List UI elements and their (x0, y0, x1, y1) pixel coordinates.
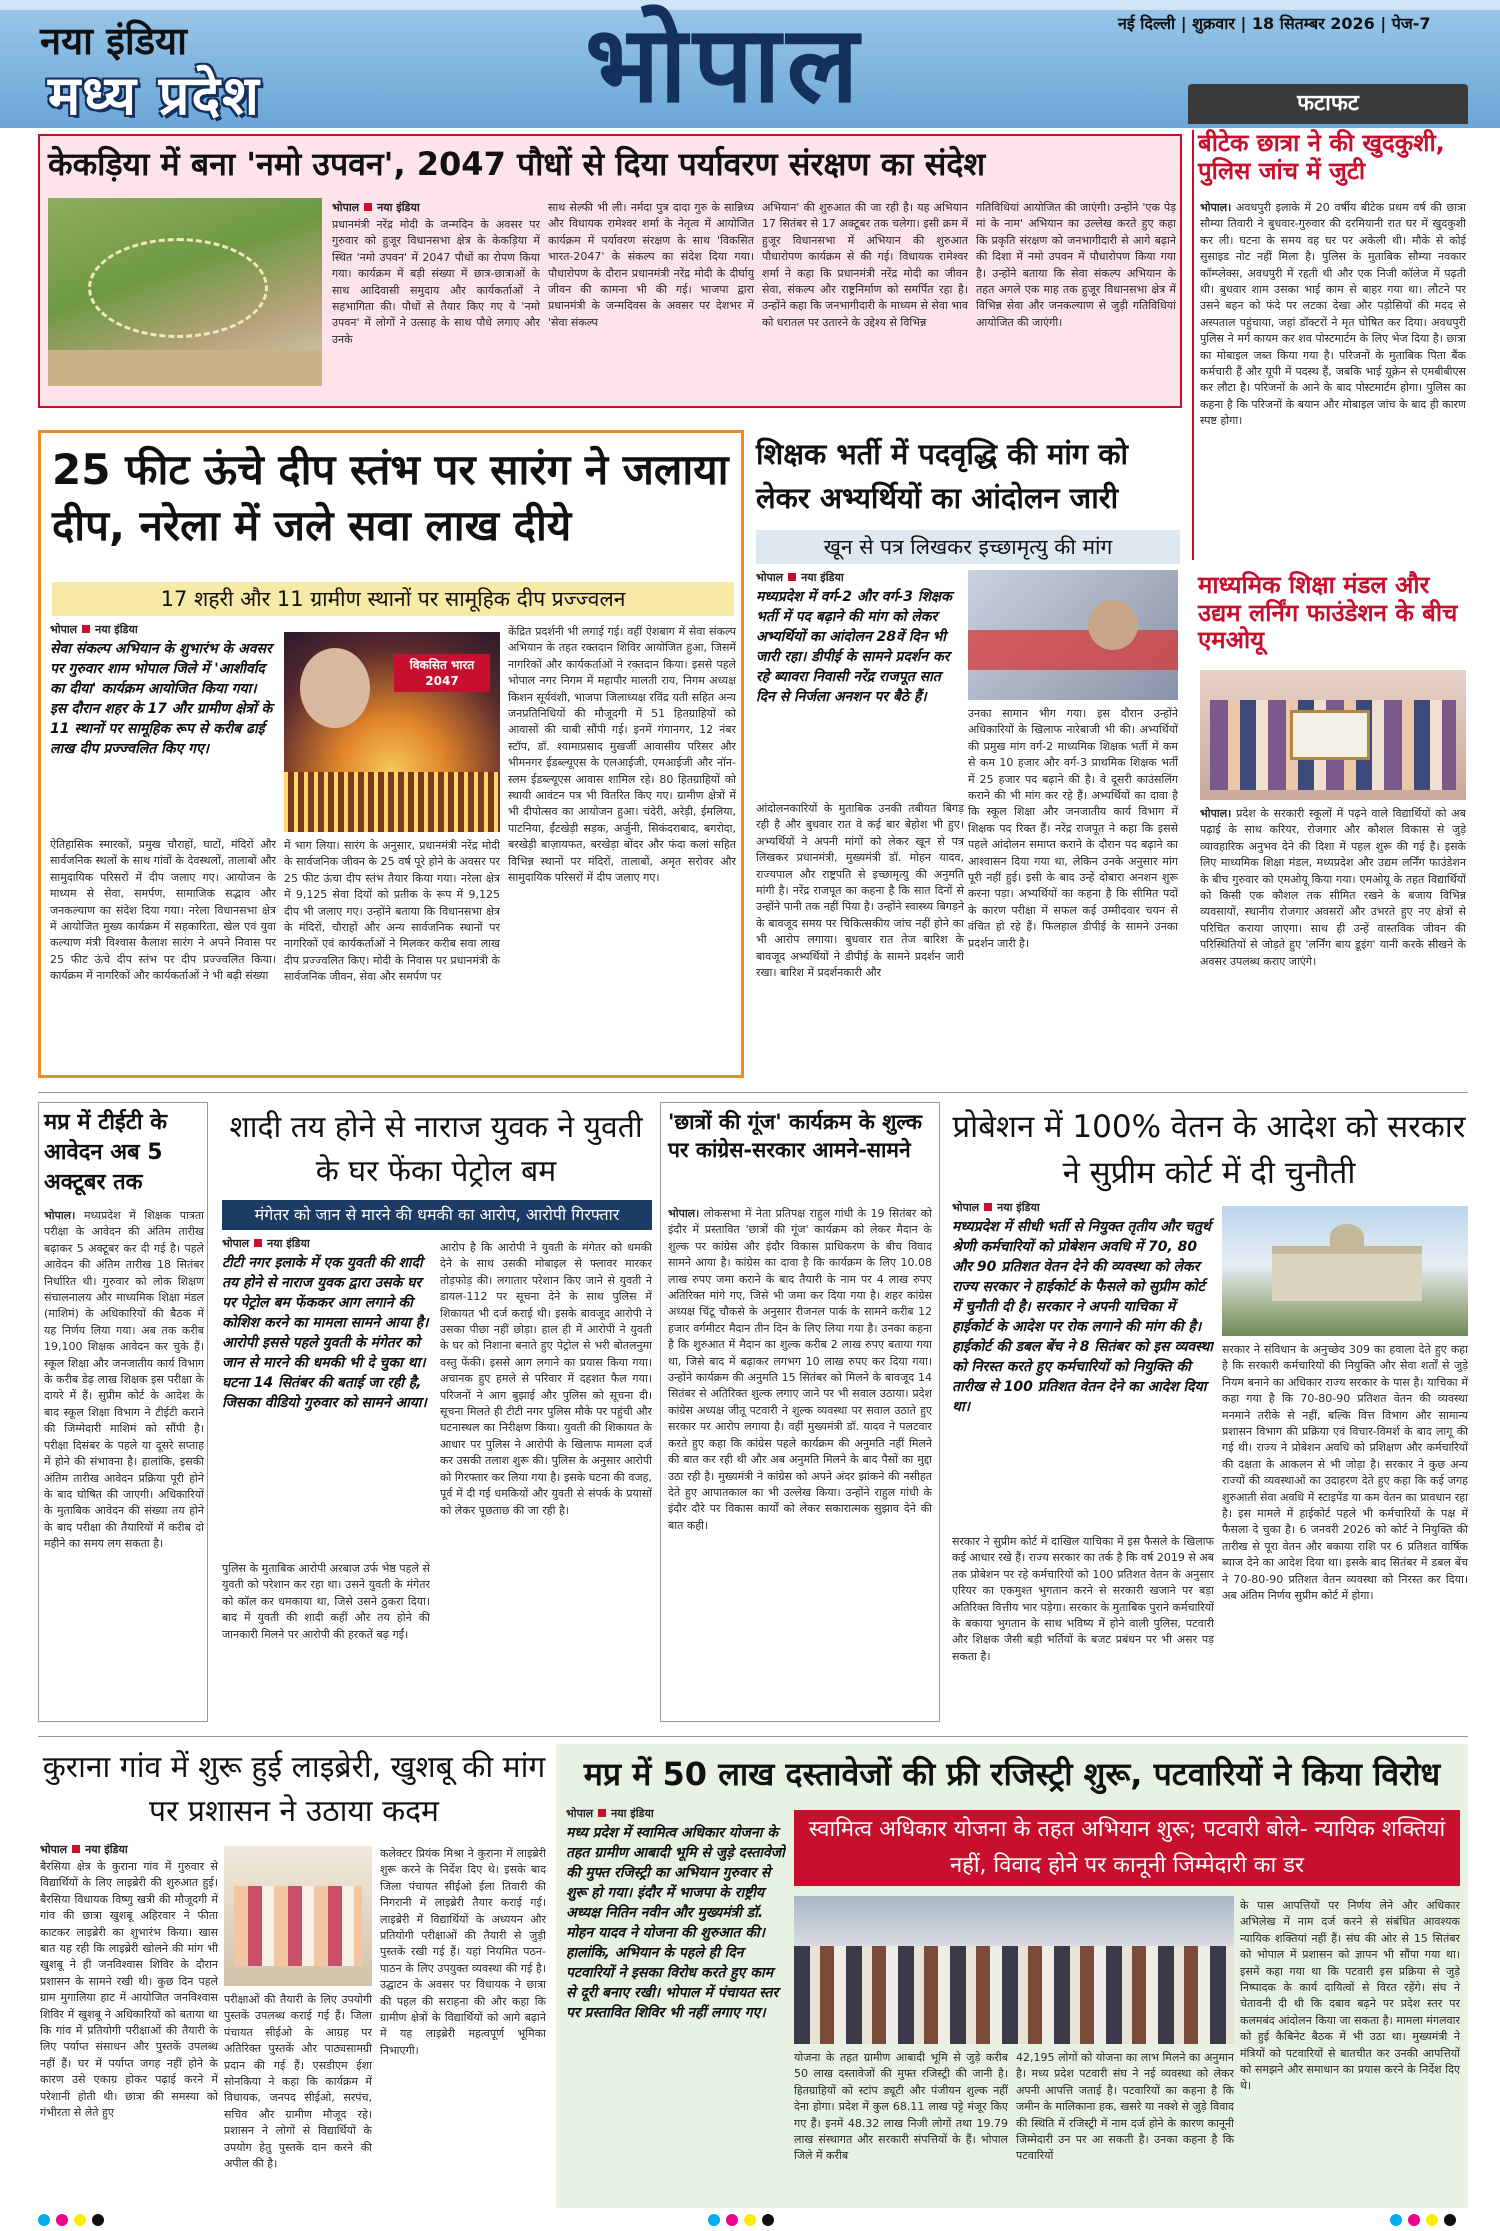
story3-text-2: उनका सामान भीग गया। इस दौरान उन्होंने अधिकारियों के खिलाफ नारेबाजी भी की। अभ्यर्थियों की प्रमुख मांग वर्ग-2 माध्यमिक शिक्षक भर्ती में कम से कम 10 हजार और वर्ग-3 प्राथमिक शिक्षक भर्ती में 25 हजार पद बढ़ाने की है। वे दूसरी काउंसलिंग कराने की भी मांग कर रहे हैं। अभ्यर्थियों का दावा है कि स्कूल शिक्षा और जनजातीय कार्य विभाग में शिक्षक पद रिक्त हैं। नरेंद्र राजपूत ने कहा कि इससे पहले आंदोलन समाप्त कराने के दौरान पद बढ़ाने का आश्वासन दिया गया था, लेकिन उनके अनुसार मांग पूरी नहीं हुई। इसी के बाद उन्हें दोबारा अनशन शुरू करना पड़ा। अभ्यर्थियों का कहना है कि सीमित पदों के कारण परीक्षा में सफल कई उम्मीदवार चयन से वंचित हो रहे हैं। फिलहाल डीपीई के सामने उनका प्रदर्शन जारी है। (968, 707, 1178, 950)
story5-byline: भोपाल नया इंडिया (222, 1237, 310, 1250)
story3-headline: शिक्षक भर्ती में पदवृद्धि की मांग को लेकर अभ्यर्थियों का आंदोलन जारी (756, 437, 1129, 515)
story5-intro: टीटी नगर इलाके में एक युवती की शादी तय होने से नाराज युवक द्वारा उसके घर पर पेट्रोल बम फेंककर आग लगाने की कोशिश करने का मामला सामने आया है। आरोपी इससे पहले युवती के मंगेतर को जान से मारने की धमकी भी दे चुका था। घटना 14 सितंबर की बताई जा रही है, जिसका वीडियो गुरुवार को सामने आया। (222, 1255, 429, 1411)
date-line: नई दिल्ली | शुक्रवार | 18 सितम्बर 2026 | पेज-7 (1118, 14, 1431, 33)
print-registration-right (1390, 2214, 1456, 2226)
story3-col1 (756, 570, 964, 1070)
story5-text-2: आरोप है कि आरोपी ने युवती के मंगेतर को धमकी देने के साथ उसकी मोबाइल से फ्लावर मारकर तोड़फोड़ की। लगातार परेशान किए जाने से युवती ने डायल-112 पर सूचना देने के साथ पुलिस में शिकायत भी दर्ज कराई थी। इसके बावजूद आरोपी ने उसका पीछा नहीं छोड़ा। हाल ही में आरोपी ने युवती के घर को निशाना बनाते हुए पेट्रोल से भरी बोतलनुमा वस्तु फेंकी। इससे आग लगाने का प्रयास किया गया। अचानक हुए हमले से परिवार में दहशत फैल गया। परिजनों ने आग बुझाई और पुलिस को सूचना दी। सूचना मिलते ही टीटी नगर पुलिस मौके पर पहुंची और घटनास्थल का निरीक्षण किया। युवती की शिकायत के आधार पर पुलिस ने आरोपी के खिलाफ मामला दर्ज कर उसकी तलाश शुरू की। पुलिस के अनुसार आरोपी को गिरफ्तार कर लिया गया है। इसके घटना की वजह, पूर्व में दी गई धमकियों और युवती से संपर्क के प्रयासों को लेकर पूछताछ की जा रही है। (440, 1241, 652, 1517)
story2-photo-banner: विकसित भारत 2047 (394, 654, 490, 692)
story8-headline: कुराना गांव में शुरू हुई लाइब्रेरी, खुशबू की मांग पर प्रशासन ने उठाया कदम (42, 1750, 546, 1829)
story3-photo (968, 570, 1178, 700)
story3-text-1: आंदोलनकारियों के मुताबिक उनकी तबीयत बिगड़ रही है और बुधवार रात वे कई बार बेहोश भी हुए। अभ्यर्थियों ने अपनी मांगों को लेकर खून से पत्र लिखकर प्रधानमंत्री, मुख्यमंत्री डॉ. मोहन यादव, राज्यपाल और राष्ट्रपति से इच्छामृत्यु की अनुमति मांगी है। नरेंद्र राजपूत का कहना है कि सात दिनों से उन्होंने पानी तक नहीं पिया है। उन्होंने स्वास्थ्य बिगड़ने के बावजूद समय पर चिकित्सकीय जांच नहीं होने का भी आरोप लगाया। बुधवार रात तेज बारिश के बावजूद अभ्यर्थियों ने डीपीई के सामने प्रदर्शन जारी रखा। बारिश में प्रदर्शनकारी और (756, 802, 964, 980)
story6-body: भोपाल। लोकसभा में नेता प्रतिपक्ष राहुल गांधी के 19 सितंबर को इंदौर में प्रस्तावित 'छात्रों की गूंज' कार्यक्रम को लेकर मैदान के शुल्क पर कांग्रेस और इंदौर विकास प्राधिकरण के बीच विवाद सामने आया है। कांग्रेस का दावा है कि कार्यक्रम के लिए 10.08 लाख रुपए जमा कराने के बाद तैयारी के नाम पर 4 लाख रुपए अतिरिक्त मांगे गए, जिसे भी जमा कर दिया गया है। शहर कांग्रेस अध्यक्ष चिंटू चौकसे के अनुसार रीजनल पार्क के सामने करीब 12 हजार वर्गमीटर मैदान तीन दिन के लिए लिया गया है। उनका कहना है कि शुरुआत में मैदान का शुल्क करीब 2 लाख रुपए बताया गया था, जिसे बाद में बढ़ाकर लगभग 10 लाख रुपए कर दिया गया। उन्होंने कार्यक्रम की अनुमति 15 सितंबर को मिलने के बावजूद 14 सितंबर से अतिरिक्त शुल्क लगाए जाने पर भी सवाल उठाया। प्रदेश कांग्रेस अध्यक्ष जीतू पटवारी ने शुल्क व्यवस्था पर सवाल उठाते हुए सरकार पर आरोप लगाया है। वहीं मुख्यमंत्री डॉ. यादव ने पलटवार करते हुए कहा कि कांग्रेस पहले कार्यक्रम की अनुमति नहीं मिलने की बात कर रही थी और अब अनुमति मिलने के बाद पैसों का मुद्दा उठा रही है। मुख्यमंत्री ने कांग्रेस को अपने अंदर झांकने की नसीहत देते हुए आपातकाल का भी उल्लेख किया। उन्होंने राहुल गांधी के इंदौर दौरे पर विकास कार्यों को लेकर सकारात्मक सुझाव देने की बात कही। (668, 1207, 932, 1532)
story5-headline: शादी तय होने से नाराज युवक ने युवती के घर फेंका पेट्रोल बम (229, 1110, 643, 1189)
fatafat-rule (1192, 130, 1194, 560)
story2-col1 (50, 622, 276, 1072)
story1-byline: भोपाल नया इंडिया (332, 201, 420, 214)
region-name: मध्य प्रदेश (48, 64, 261, 127)
fatafat-body-2: भोपाल। प्रदेश के सरकारी स्कूलों में पढ़ने वाले विद्यार्थियों को अब पढ़ाई के साथ करियर, रोजगार और कौशल विकास से जुड़े व्यावहारिक अनुभव देने की दिशा में पहल शुरू की गई है। इसके लिए माध्यमिक शिक्षा मंडल, मध्यप्रदेश और उद्यम लर्निंग फाउंडेशन के बीच गुरुवार को एमओयू किया गया। एमओयू के तहत विद्यार्थियों को किसी एक कौशल तक सीमित रखने के बजाय विभिन्न व्यवसायों, स्थानीय रोजगार अवसरों और उभरते हुए नए क्षेत्रों से परिचित कराया जाएगा। साथ ही उन्हें वास्तविक जीवन की परिस्थितियों से जोड़ते हुए 'लर्निंग बाय डूइंग' यानी करके सीखने के अवसर उपलब्ध कराए जाएंगे। (1200, 807, 1466, 968)
story2-byline: भोपाल नया इंडिया (50, 623, 138, 636)
brand-name: नया इंडिया (40, 19, 187, 63)
story8-byline: भोपाल नया इंडिया (40, 1843, 128, 1856)
story9-intro: मध्य प्रदेश में स्वामित्व अधिकार योजना के तहत ग्रामीण आबादी भूमि से जुड़े दस्तावेजों की मुफ्त रजिस्ट्री का अभियान गुरुवार से शुरू हो गया। इंदौर में भाजपा के राष्ट्रीय अध्यक्ष नितिन नवीन और मुख्यमंत्री डॉ. मोहन यादव ने योजना की शुरुआत की। हालांकि, अभियान के पहले ही दिन पटवारियों ने इसका विरोध करते हुए काम से दूरी बनाए रखी। भोपाल में पंचायत स्तर पर प्रस्तावित शिविर भी नहीं लगाए गए। (566, 1825, 785, 2021)
story7-headline: प्रोबेशन में 100% वेतन के आदेश को सरकार ने सुप्रीम कोर्ट में दी चुनौती (952, 1109, 1466, 1191)
story9-col1 (566, 1806, 786, 2202)
story6-text (668, 1206, 932, 1716)
story8-text-3: कलेक्टर प्रियंक मिश्रा ने कुराना में लाइब्रेरी शुरू करने के निर्देश दिए थे। इसके बाद जिला पंचायत सीईओ ईला तिवारी की निगरानी में लाइब्रेरी तैयार कराई गई। लाइब्रेरी में विद्यार्थियों के अध्ययन और प्रतियोगी परीक्षाओं की तैयारी से जुड़ी पुस्तकें रखी गई हैं। यहां नियमित पठन-पाठन के लिए उपयुक्त व्यवस्था की गई है। उद्घाटन के अवसर पर विधायक ने छात्रा की पहल की सराहना की और कहा कि ग्रामीण क्षेत्रों के विद्यार्थियों को आगे बढ़ाने में यह लाइब्रेरी महत्वपूर्ण भूमिका निभाएगी। (380, 1847, 546, 2057)
story9-text-b: 42,195 लोगों को योजना का लाभ मिलने का अनुमान है। मध्य प्रदेश पटवारी संघ ने नई व्यवस्था को लेकर अपनी आपत्ति जताई है। पटवारियों का कहना है कि जमीन के मालिकाना हक, खसरे या नक्शे से जुड़े विवाद की स्थिति में रजिस्ट्री में नाम दर्ज होने के कारण कानूनी जिम्मेदारी उन पर आ सकती है। उनका कहना है कि पटवारियों (1016, 2051, 1234, 2163)
story2-photo (284, 632, 500, 832)
story1-col1 (332, 200, 540, 390)
separator-1 (38, 1092, 1468, 1093)
fatafat-story-2 (1200, 806, 1466, 1106)
story9-text-c: के पास आपत्तियों पर निर्णय लेने और अधिकार अभिलेख में नाम दर्ज करने से संबंधित आवश्यक न्यायिक शक्तियां नहीं हैं। संघ की ओर से 15 सितंबर को भोपाल में प्रशासन को ज्ञापन भी सौंपा गया था। इसमें कहा गया था कि पटवारी इस प्रक्रिया से जुड़े निष्पादक के कार्य दायित्वों से विरत रहेंगे। संघ ने चेतावनी दी थी कि दबाव बढ़ने पर प्रदेश स्तर पर कलमबंद आंदोलन किया जा सकता है। मामला मंगलवार को हुई कैबिनेट बैठक में भी उठा था। मुख्यमंत्री ने मंत्रियों को पटवारियों से बातचीत कर उनकी आपत्तियों को समझने और समाधान का प्रयास करने के निर्देश दिए थे। (1240, 1899, 1460, 2093)
story3-intro: मध्यप्रदेश में वर्ग-2 और वर्ग-3 शिक्षक भर्ती में पद बढ़ाने की मांग को लेकर अभ्यर्थियों का आंदोलन 28वें दिन भी जारी रहा। डीपीई के सामने प्रदर्शन कर रहे ब्यावरा निवासी नरेंद्र राजपूत सात दिन से निर्जला अनशन पर बैठे हैं। (756, 589, 952, 705)
city-name: भोपाल (585, 3, 865, 126)
fatafat-label: फटाफट (1188, 84, 1468, 124)
story1-text-1: प्रधानमंत्री नरेंद्र मोदी के जन्मदिन के अवसर पर गुरुवार को हुजूर विधानसभा क्षेत्र के केकड़िया में स्थित 'नमो उपवन' में 2047 पौधों का रोपण किया गया। कार्यक्रम में बड़ी संख्या में छात्र-छात्राओं के साथ आदिवासी समुदाय और कार्यकर्ताओं ने सहभागिता की। पौधों से तैयार किए गए ये 'नमो उपवन' में लोगों ने उत्साह के साथ पौधे लगाए और उनके (332, 218, 540, 346)
separator-2 (38, 1736, 1468, 1737)
story8-photo (224, 1846, 372, 1986)
story9-text-a: योजना के तहत ग्रामीण आबादी भूमि से जुड़े करीब 50 लाख दस्तावेजों की मुफ्त रजिस्ट्री की जानी है। हितग्राहियों को स्टांप ड्यूटी और पंजीयन शुल्क नहीं देना होगा। प्रदेश में कुल 68.11 लाख पट्टे मंजूर किए गए हैं। इनमें 48.32 लाख निजी लोगों तथा 19.79 लाख संस्थागत और सरकारी संपत्तियों के हैं। भोपाल जिले में करीब (794, 2051, 1008, 2163)
story8-text-2: परीक्षाओं की तैयारी के लिए उपयोगी पुस्तकें उपलब्ध कराई गई हैं। जिला पंचायत सीईओ के आग्रह पर अतिरिक्त पुस्तकें और पाठ्यसामग्री प्रदान की गई हैं। एसडीएम ईशा सोनकिया ने कहा कि कार्यक्रम में विधायक, जनपद सीईओ, सरपंच, सचिव और ग्रामीण मौजूद रहे। प्रशासन ने लोगों से विद्यार्थियों के उपयोग हेतु पुस्तकें दान करने की अपील की है। (224, 1993, 372, 2171)
story7-text-right: सरकार ने संविधान के अनुच्छेद 309 का हवाला देते हुए कहा है कि सरकारी कर्मचारियों की नियुक्ति और सेवा शर्तों से जुड़े नियम बनाने का अधिकार राज्य सरकार के पास है। याचिका में कहा गया है कि 70-80-90 प्रतिशत वेतन की व्यवस्था मनमाने तरीके से नहीं, बल्कि वित्त विभाग और सामान्य प्रशासन विभाग की प्रक्रिया एवं विचार-विमर्श के बाद लागू की गई थी। राज्य ने प्रोबेशन अवधि को प्रशिक्षण और कर्मचारियों की दक्षता के आकलन से भी जोड़ा है। सरकार ने कुछ अन्य राज्यों की व्यवस्थाओं का उदाहरण देते हुए कहा कि कई जगह शुरुआती सेवा अवधि में स्टाइपेंड या कम वेतन का प्रावधान रहा है। इस मामले में हाईकोर्ट पहले भी कर्मचारियों के पक्ष में फैसला दे चुका है। 6 जनवरी 2026 को कोर्ट ने नियुक्ति की तारीख से पूरा वेतन और बकाया राशि पर 6 प्रतिशत वार्षिक ब्याज देने का आदेश दिया था। इसके बाद सितंबर में डबल बेंच ने 70-80-90 प्रतिशत वेतन व्यवस्था को निरस्त कर दिया। अब अंतिम निर्णय सुप्रीम कोर्ट में होगा। (1222, 1343, 1468, 1603)
fatafat-headline-1: बीटेक छात्रा ने की खुदकुशी, पुलिस जांच में जुटी (1198, 129, 1445, 185)
story2-headline: 25 फीट ऊंचे दीप स्तंभ पर सारंग ने जलाया दीप, नरेला में जले सवा लाख दीये (52, 445, 729, 550)
story3-subhead: खून से पत्र लिखकर इच्छामृत्यु की मांग (756, 530, 1180, 564)
story8-col1 (40, 1842, 218, 2208)
story1-text-3: अभियान' की शुरुआत की जा रही है। यह अभियान 17 सितंबर से 17 अक्टूबर तक चलेगा। इसी क्रम में हुजूर विधानसभा में अभियान की शुरुआत पौधारोपण कार्यक्रम से की गई। विधायक रामेश्वर शर्मा ने कहा कि प्रधानमंत्री नरेंद्र मोदी का जीवन सेवा, संकल्प और राष्ट्रनिर्माण को समर्पित रहा है। उन्होंने कहा कि जनभागीदारी के माध्यम से सेवा भाव को धरातल पर उतारने के उद्देश्य से विभिन्न (762, 201, 968, 329)
story2-text-1: ऐतिहासिक स्मारकों, प्रमुख चौराहों, घाटों, मंदिरों और सार्वजनिक स्थलों के साथ गांवों के देवस्थलों, तालाबों और सामुदायिक परिसरों में दीप जलाए गए। आयोजन के माध्यम से सेवा, समर्पण, सामाजिक सद्भाव और जनकल्याण का संदेश दिया गया। नरेला विधानसभा क्षेत्र में आयोजित मुख्य कार्यक्रम में सहकारिता, खेल एवं युवा कल्याण मंत्री विश्वास कैलाश सारंग ने अपने निवास पर 25 फीट ऊंचे दीप स्तंभ पर दीप प्रज्ज्वलित किया। कार्यक्रम में नागरिकों और कार्यकर्ताओं ने भी बढ़ी संख्या (50, 838, 276, 983)
story2-subhead: 17 शहरी और 11 ग्रामीण स्थानों पर सामूहिक दीप प्रज्ज्वलन (52, 582, 734, 616)
story1-photo (48, 198, 322, 386)
fatafat-body-1: भोपाल। अवधपुरी इलाके में 20 वर्षीय बीटेक प्रथम वर्ष की छात्रा सौम्या तिवारी ने बुधवार-गुरुवार की दरमियानी रात घर में खुदकुशी कर ली। घटना के समय वह घर पर अकेली थी। मौके से कोई सुसाइड नोट नहीं मिला है। पुलिस के मुताबिक सौम्या नवकार कॉम्प्लेक्स, अवधपुरी में रहती थी और एक निजी कॉलेज में पढ़ती थी। बुधवार शाम उसका भाई काम से बाहर गया था। लौटने पर उसने बहन को फंदे पर लटका देखा और पड़ोसियों की मदद से अस्पताल पहुंचाया, जहां डॉक्टरों ने मृत घोषित कर दिया। अवधपुरी पुलिस ने मर्ग कायम कर शव पोस्टमार्टम के लिए भेज दिया है। छात्रा का मोबाइल जब्त किया गया है। परिजनों के मुताबिक पिता बैंक कर्मचारी हैं और यूपी में पदस्थ हैं, जबकि भाई यूक्रेन से एमबीबीएस कर लौटा है। परिजनों के आने के बाद पोस्टमार्टम होगा। पुलिस का कहना है कि परिजनों के बयान और मोबाइल जांच के बाद ही कारण स्पष्ट होगा। (1200, 201, 1466, 428)
story2-text-3: केंद्रित प्रदर्शनी भी लगाई गई। वहीं ऐशबाग में सेवा संकल्प अभियान के तहत रक्तदान शिविर आयोजित हुआ, जिसमें नागरिकों और कार्यकर्ताओं ने रक्तदान किया। इससे पहले भोपाल नगर निगम में महापौर मालती राय, निगम अध्यक्ष किशन सूर्यवंशी, भाजपा जिलाध्यक्ष रविंद्र यती सहित अन्य जनप्रतिनिधियों की मौजूदगी में 51 हितग्राहियों को आवासों की चाबी सौंपी गई। इनमें गंगानगर, 12 नंबर स्टॉप, डॉ. श्यामाप्रसाद मुखर्जी आवासीय परिसर और भीमनगर ईडब्ल्यूएस के एलआईजी, एमआईजी और नॉन-स्लम ईडब्ल्यूएस आवास शामिल रहे। 80 हितग्राहियों को स्थायी आवंटन पत्र भी वितरित किए गए। ग्रामीण क्षेत्रों में भी दीपोत्सव का आयोजन हुआ। चंदेरी, अरेड़ी, ईमलिया, पाटनिया, ईंटखेड़ी सड़क, अर्जुनी, सिकंदराबाद, बगरोदा, बरखेड़ी बाज़ायफत, बरखेड़ा बोंदर और फंदा कलां सहित विभिन्न स्थानों पर मंदिरों, तालाबों, अमृत सरोवर और सामुदायिक परिसरों में दीप जलाए गए। (508, 625, 736, 885)
story9-subhead: स्वामित्व अधिकार योजना के तहत अभियान शुरू; पटवारी बोले- न्यायिक शक्तियां नहीं, विवाद होने पर कानूनी जिम्मेदारी का डर (794, 1810, 1460, 1886)
story1-headline: केकड़िया में बना 'नमो उपवन', 2047 पौधों से दिया पर्यावरण संरक्षण का संदेश (48, 145, 986, 183)
story7-intro: मध्यप्रदेश में सीधी भर्ती से नियुक्त तृतीय और चतुर्थ श्रेणी कर्मचारियों को प्रोबेशन अवधि में 70, 80 और 90 प्रतिशत वेतन देने की व्यवस्था को लेकर राज्य सरकार ने हाईकोर्ट के फैसले को सुप्रीम कोर्ट में चुनौती दी है। सरकार ने अपनी याचिका में हाईकोर्ट के आदेश पर रोक लगाने की मांग की है। हाईकोर्ट की डबल बेंच ने 8 सितंबर को इस व्यवस्था को निरस्त करते हुए कर्मचारियों को नियुक्ति की तारीख से 100 प्रतिशत वेतन देने का आदेश दिया था। (952, 1219, 1213, 1415)
story1-text-2: साथ सेल्फी भी ली। नर्मदा पुत्र दादा गुरु के सान्निध्य और विधायक रामेश्वर शर्मा के नेतृत्व में आयोजित कार्यक्रम में पर्यावरण संरक्षण के साथ 'विकसित भारत-2047' के संकल्प का संदेश दिया गया। पौधारोपण के दौरान प्रधानमंत्री नरेंद्र मोदी के दीर्घायु जीवन की कामना भी की गई। भाजपा द्वारा प्रधानमंत्री के जन्मदिवस के अवसर पर देशभर में 'सेवा संकल्प (548, 201, 754, 329)
story4-headline: मप्र में टीईटी के आवेदन अब 5 अक्टूबर तक (44, 1110, 168, 1195)
story3-byline: भोपाल नया इंडिया (756, 571, 844, 584)
story5-subhead: मंगेतर को जान से मारने की धमकी का आरोप, आरोपी गिरफ्तार (222, 1200, 652, 1230)
story7-photo (1222, 1206, 1468, 1336)
fatafat-photo (1200, 670, 1466, 800)
story7-col1 (952, 1200, 1214, 1500)
story7-byline: भोपाल नया इंडिया (952, 1201, 1040, 1214)
story8-text-1: बैरसिया क्षेत्र के कुराना गांव में गुरुवार से विद्यार्थियों के लिए लाइब्रेरी की शुरुआत हुई। बैरसिया विधायक विष्णु खत्री की मौजूदगी में गांव की छात्रा खुशबू अहिरवार ने फीता काटकर लाइब्रेरी का शुभारंभ किया। खास बात यह रही कि लाइब्रेरी खोलने की मांग भी खुशबू ने ही जनविश्वास शिविर के दौरान प्रशासन के सामने रखी थी। कुछ दिन पहले ग्राम मुगालिया हाट में आयोजित जनविश्वास शिविर में खुशबू ने अधिकारियों को बताया था कि गांव में प्रतियोगी परीक्षाओं की तैयारी के लिए पर्याप्त संसाधन और पुस्तकें उपलब्ध नहीं हैं। घर में पर्याप्त जगह नहीं होने के कारण उसे एकाग्र होकर पढ़ाई करने में परेशानी होती थी। छात्रा की समस्या को गंभीरता से लेते हुए (40, 1860, 218, 2120)
story9-photo (794, 1896, 1234, 2044)
story9-byline: भोपाल नया इंडिया (566, 1807, 654, 1820)
story5-text-1: पुलिस के मुताबिक आरोपी अरबाज उर्फ भेष्ठ पहले से युवती को परेशान कर रहा था। उसने युवती के मंगेतर को कॉल कर धमकाया था, जिसे उसने ठुकरा दिया। बाद में युवती की शादी कहीं और तय होने की जानकारी मिलने पर आरोपी की हरकतें बढ़ गईं। (222, 1562, 430, 1641)
print-registration-center (708, 2214, 774, 2226)
story6-headline: 'छात्रों की गूंज' कार्यक्रम के शुल्क पर कांग्रेस-सरकार आमने-सामने (668, 1110, 923, 1162)
print-registration-left (38, 2214, 104, 2226)
story2-intro: सेवा संकल्प अभियान के शुभारंभ के अवसर पर गुरुवार शाम भोपाल जिले में 'आशीर्वाद का दीया' कार्यक्रम आयोजित किया गया। इस दौरान शहर के 17 और ग्रामीण क्षेत्रों के 11 स्थानों पर सामूहिक रूप से करीब ढाई लाख दीप प्रज्ज्वलित किए गए। (50, 641, 273, 757)
story9-headline: मप्र में 50 लाख दस्तावेजों की फ्री रजिस्ट्री शुरू, पटवारियों ने किया विरोध (583, 1755, 1441, 1793)
story4-body: भोपाल। मध्यप्रदेश में शिक्षक पात्रता परीक्षा के आवेदन की अंतिम तारीख बढ़ाकर 5 अक्टूबर कर दी गई है। पहले आवेदन की अंतिम तारीख 18 सितंबर निर्धारित थी। गुरुवार को लोक शिक्षण संचालनालय और माध्यमिक शिक्षा मंडल (माशिमं) के अधिकारियों की बैठक में यह निर्णय लिया गया। अब तक करीब 19,100 शिक्षक आवेदन कर चुके हैं। स्कूल शिक्षा और जनजातीय कार्य विभाग के करीब डेढ़ लाख शिक्षक इस परीक्षा के दायरे में हैं। सुप्रीम कोर्ट के आदेश के बाद स्कूल शिक्षा विभाग ने टीईटी कराने की जिम्मेदारी माशिमं को सौंपी है। परीक्षा दिसंबर के पहले या दूसरे सप्ताह में होने की संभावना है। हालांकि, इसकी अंतिम तारीख आवेदन प्रक्रिया पूरी होने के बाद घोषित की जाएगी। अधिकारियों के मुताबिक आवेदन की संख्या तय होने के बाद परीक्षा की तैयारियों में करीब दो महीने का समय लग सकता है। (44, 1209, 204, 1551)
story2-text-2: में भाग लिया। सारंग के अनुसार, प्रधानमंत्री नरेंद्र मोदी के सार्वजनिक जीवन के 25 वर्ष पूरे होने के अवसर पर 25 फीट ऊंचा दीप स्तंभ तैयार किया गया। नरेला क्षेत्र में 9,125 सेवा दियों को प्रतीक के रूप में 9,125 दीप भी जलाए गए। उन्होंने बताया कि विधानसभा क्षेत्र के मंदिरों, चौराहों और अन्य सार्वजनिक स्थानों पर नागरिकों एवं कार्यकर्ताओं ने मिलकर करीब सवा लाख दीप प्रज्ज्वलित किए। मोदी के निवास पर प्रधानमंत्री के सार्वजनिक जीवन, सेवा और समर्पण पर (284, 839, 500, 984)
story7-text-a: सरकार ने सुप्रीम कोर्ट में दाखिल याचिका में इस फैसले के खिलाफ कई आधार रखे हैं। राज्य सरकार का तर्क है कि वर्ष 2019 से अब तक प्रोबेशन पर रहे कर्मचारियों को 100 प्रतिशत वेतन के अनुसार एरियर का एकमुश्त भुगतान करने से सरकारी खजाने पर बड़ा अतिरिक्त वित्तीय भार पड़ेगा। सरकार के मुताबिक पुराने कर्मचारियों के बकाया भुगतान के साथ भविष्य में होने वाली पुलिस, पटवारी और शिक्षक जैसी बड़ी भर्तियों के बजट प्रबंधन पर भी असर पड़ सकता है। (952, 1535, 1214, 1663)
fatafat-story-1 (1200, 200, 1466, 580)
story5-col1 (222, 1236, 430, 1720)
fatafat-headline-2: माध्यमिक शिक्षा मंडल और उद्यम लर्निंग फाउंडेशन के बीच एमओयू (1198, 571, 1458, 655)
story1-text-4: गतिविधियां आयोजित की जाएंगी। उन्होंने 'एक पेड़ मां के नाम' अभियान का उल्लेख करते हुए कहा कि प्रकृति संरक्षण को जनभागीदारी से आगे बढ़ाने की दिशा में नमो उपवन में पौधारोपण किया गया है। उन्होंने बताया कि सेवा संकल्प अभियान के तहत अगले एक माह तक हुजूर विधानसभा क्षेत्र में विभिन्न सेवा और जनकल्याण से जुड़ी गतिविधियां आयोजित की जाएंगी। (976, 201, 1176, 329)
story4-text (44, 1208, 204, 1716)
